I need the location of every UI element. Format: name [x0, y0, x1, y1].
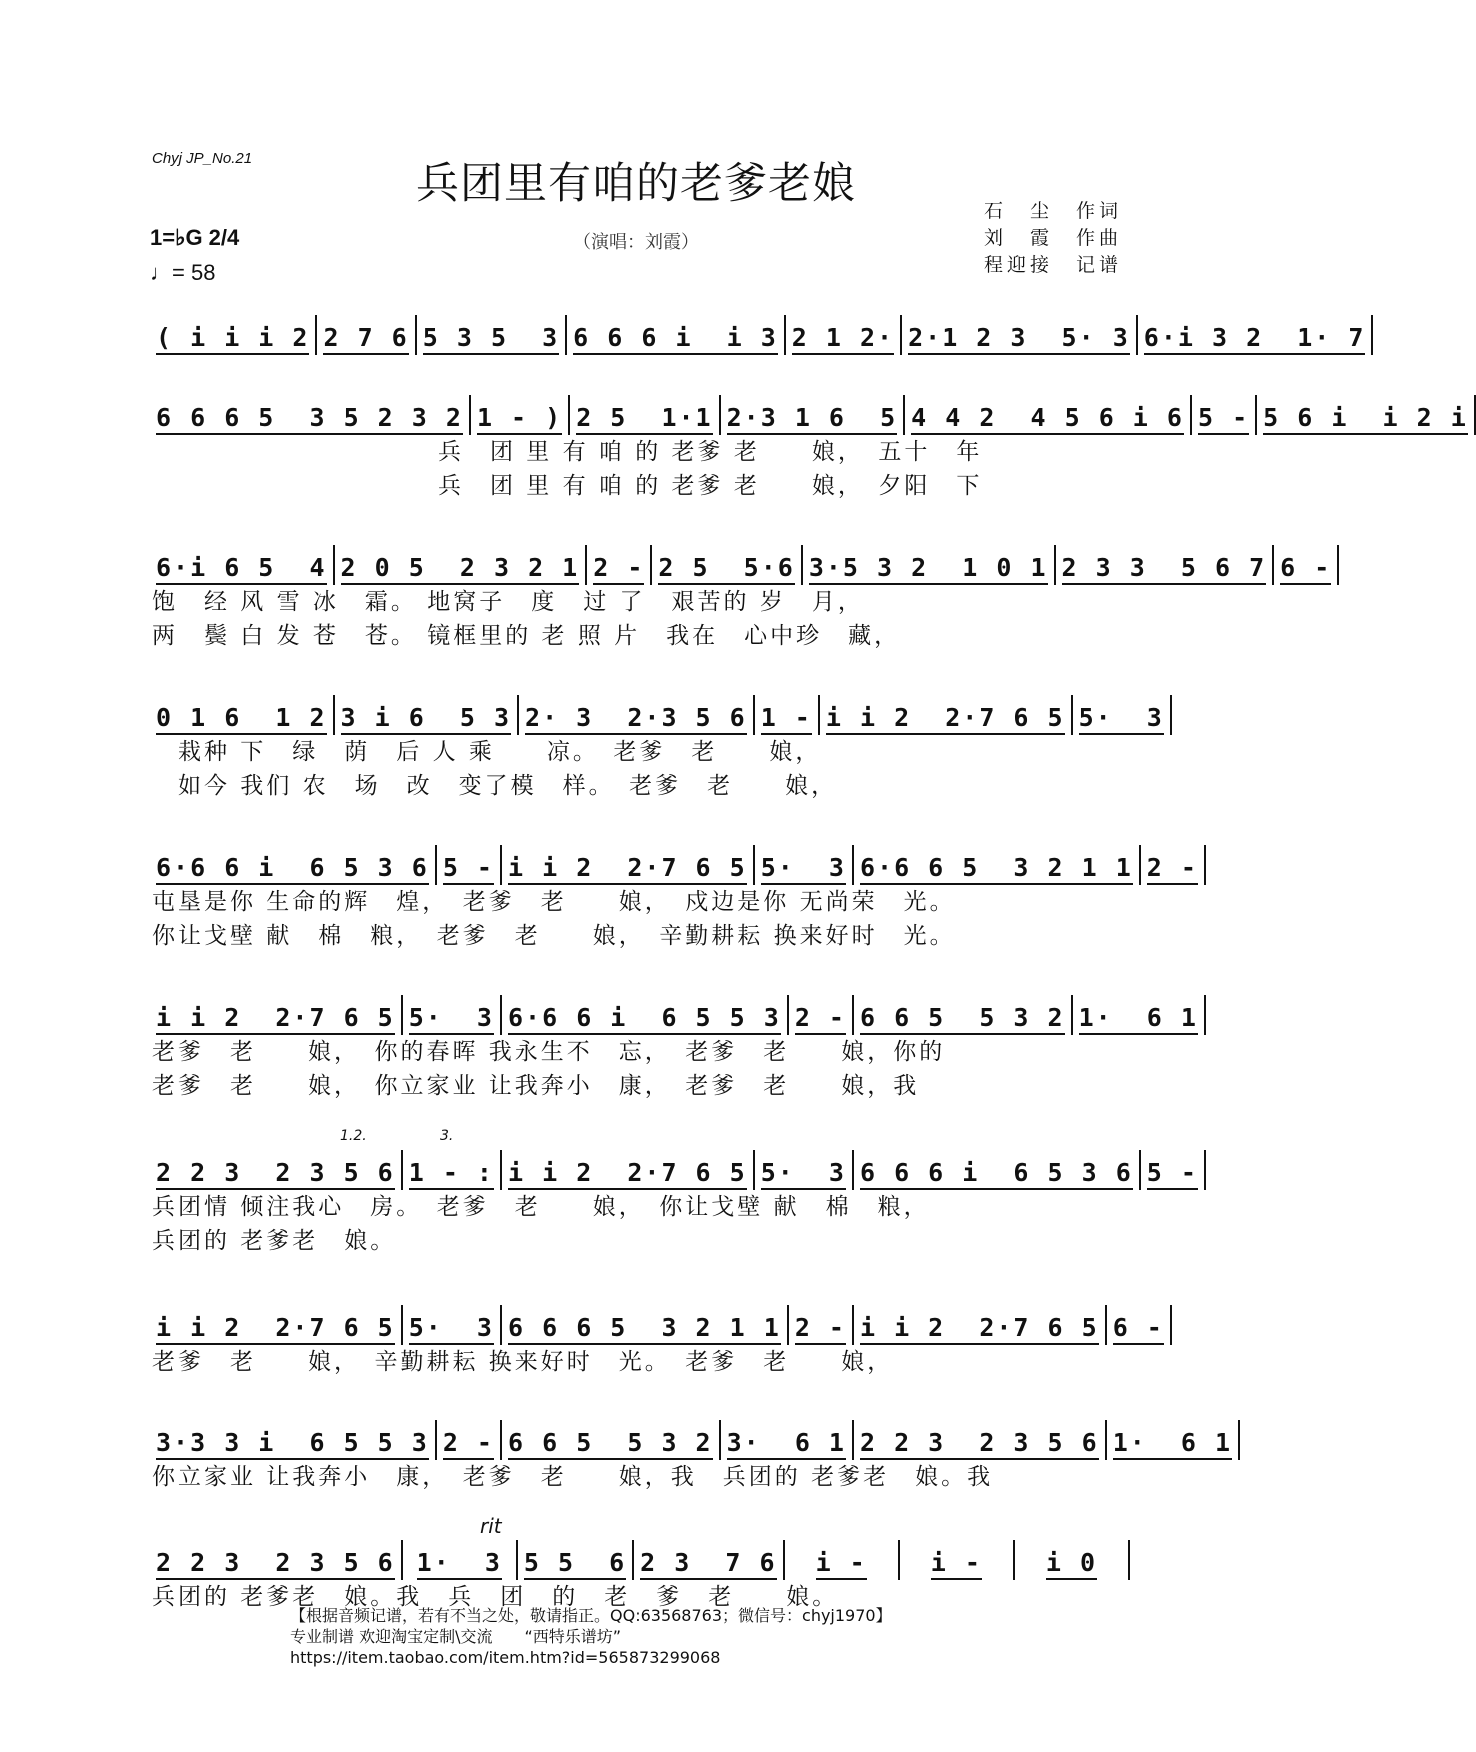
song-title: 兵团里有咱的老爹老娘 — [416, 159, 856, 209]
measure-notes: i i 2 2·7 6 5 — [508, 1158, 747, 1190]
lyric-line: 如今 我们 农 场 改 变了模 样。 老爹 老 娘， — [152, 773, 838, 799]
measure — [755, 847, 852, 885]
measure — [502, 1152, 753, 1190]
measure-notes: i - — [816, 1548, 867, 1580]
measure — [902, 317, 1136, 355]
score-system — [150, 545, 1332, 653]
measure — [417, 317, 565, 355]
measure-notes: 6 - — [1113, 1313, 1164, 1345]
measure — [789, 1307, 852, 1345]
measure-notes: 0 1 6 1 2 — [156, 703, 327, 735]
measure-notes: 6·6 6 i 6 5 5 3 — [508, 1003, 781, 1035]
measure-notes: 6 - — [1280, 553, 1331, 585]
measure — [1138, 317, 1372, 355]
measure — [721, 397, 904, 435]
measure-notes: 2 - — [593, 553, 644, 585]
barline — [1170, 695, 1172, 735]
measure-notes: 3·3 3 i 6 5 5 3 — [156, 1428, 429, 1460]
measure — [150, 997, 401, 1035]
score-system — [150, 315, 1366, 355]
measure — [905, 397, 1190, 435]
measure — [1015, 1542, 1128, 1580]
measure-notes: 3 i 6 5 3 — [341, 703, 512, 735]
measure — [1141, 847, 1204, 885]
ritardando-marking: rit — [480, 1514, 502, 1538]
measure — [437, 847, 500, 885]
melody-line — [150, 695, 1164, 735]
measure-notes: 6 6 6 5 3 2 1 1 — [508, 1313, 781, 1345]
measure — [786, 317, 900, 355]
lyric-line: 你让戈壁 献 棉 粮， 老爹 老 娘， 辛勤耕耘 换来好时 光。 — [152, 923, 956, 949]
measure — [518, 1542, 632, 1580]
melody-line — [150, 395, 1468, 435]
measure-notes: 6 6 5 5 3 2 — [508, 1428, 713, 1460]
melody-line — [150, 845, 1198, 885]
measure-notes: 2 3 3 5 6 7 — [1062, 553, 1267, 585]
lyric-line: 饱 经 风 雪 冰 霜。 地窝子 度 过 了 艰苦的 岁 月， — [152, 589, 864, 615]
lyric-line: 老爹 老 娘， 你的春晖 我永生不 忘， 老爹 老 娘，你的 — [152, 1039, 946, 1065]
measure — [335, 697, 518, 735]
measure-notes: 6·i 3 2 1· 7 — [1144, 323, 1366, 355]
measure-notes: 2 3 7 6 — [640, 1548, 776, 1580]
score-system — [150, 1514, 1130, 1614]
measure — [403, 1542, 516, 1580]
measure-notes: 1 - — [761, 703, 812, 735]
measure — [1257, 397, 1474, 435]
key-signature: 1=♭G 2/4 — [150, 225, 240, 250]
melody-line — [150, 1540, 1130, 1580]
measure-notes: 2 5 5·6 — [658, 553, 794, 585]
measure-notes: 5 3 5 3 — [423, 323, 559, 355]
measure — [150, 847, 435, 885]
measure — [502, 847, 753, 885]
measure — [900, 1542, 1013, 1580]
barline — [1170, 1305, 1172, 1345]
measure-notes: 5 6 i i 2 i — [1263, 403, 1468, 435]
barline — [1474, 395, 1476, 435]
measure — [1192, 397, 1255, 435]
measure — [150, 317, 315, 355]
measure — [519, 697, 753, 735]
measure — [502, 997, 787, 1035]
measure — [335, 547, 586, 585]
measure — [150, 547, 333, 585]
measure-notes: 1 - : — [409, 1158, 494, 1190]
measure — [854, 1152, 1139, 1190]
measure — [570, 397, 718, 435]
measure-notes: 2 7 6 — [323, 323, 408, 355]
footer-link[interactable]: https://item.taobao.com/item.htm?id=565873299068 — [290, 1648, 721, 1667]
measure-notes: 5· 3 — [761, 1158, 846, 1190]
lyric-line: 兵 团 里 有 咱 的 老爹 老 娘， 夕阳 下 — [152, 473, 983, 499]
measure — [854, 997, 1071, 1035]
measure-notes: 5· 3 — [761, 853, 846, 885]
measure-notes: 5 - — [443, 853, 494, 885]
measure — [789, 997, 852, 1035]
measure-notes: i i 2 2·7 6 5 — [860, 1313, 1099, 1345]
measure-notes: 1· 6 1 — [1079, 1003, 1198, 1035]
measure-notes: 4 4 2 4 5 6 i 6 — [911, 403, 1184, 435]
measure — [150, 397, 469, 435]
measure-notes: 2 2 3 2 3 5 6 — [156, 1548, 395, 1580]
measure-notes: 6 6 6 i i 3 — [573, 323, 778, 355]
measure — [755, 697, 818, 735]
credits-block — [984, 198, 1122, 279]
barline — [1371, 315, 1373, 355]
measure — [820, 697, 1071, 735]
measure — [854, 1422, 1105, 1460]
measure-notes: ( i i i 2 — [156, 323, 309, 355]
measure-notes: i i 2 2·7 6 5 — [156, 1313, 395, 1345]
measure-notes: 2 - — [795, 1313, 846, 1345]
measure — [317, 317, 414, 355]
measure-notes: i i 2 2·7 6 5 — [156, 1003, 395, 1035]
measure — [755, 1152, 852, 1190]
composer-credit: 刘 霞 作曲 — [983, 227, 1122, 249]
measure — [634, 1542, 782, 1580]
score-system — [150, 845, 1198, 953]
measure — [1073, 697, 1170, 735]
lyric-line: 你立家业 让我奔小 康， 老爹 老 娘，我 兵团的 老爹老 娘。我 — [152, 1464, 994, 1490]
lyric-line: 老爹 老 娘， 辛勤耕耘 换来好时 光。 老爹 老 娘， — [152, 1349, 894, 1375]
measure-notes: 2 2 3 2 3 5 6 — [156, 1158, 395, 1190]
measure — [721, 1422, 852, 1460]
melody-line — [150, 315, 1366, 355]
barline — [1337, 545, 1339, 585]
singer-credit: （演唱：刘霞） — [573, 232, 699, 253]
measure — [1274, 547, 1337, 585]
measure-notes: 2 - — [443, 1428, 494, 1460]
measure — [785, 1542, 898, 1580]
barline — [1204, 845, 1206, 885]
measure-notes: 5· 3 — [1079, 703, 1164, 735]
measure-notes: 2 2 3 2 3 5 6 — [860, 1428, 1099, 1460]
measure-notes: 2· 3 2·3 5 6 — [525, 703, 747, 735]
measure-notes: i i 2 2·7 6 5 — [826, 703, 1065, 735]
lyric-line: 兵团情 倾注我心 房。 老爹 老 娘， 你让戈壁 献 棉 粮， — [152, 1194, 930, 1220]
volta-second-ending: 3. — [440, 1128, 454, 1144]
barline — [1204, 995, 1206, 1035]
lyric-line: 栽种 下 绿 荫 后 人 乘 凉。 老爹 老 娘， — [152, 739, 822, 765]
measure — [587, 547, 650, 585]
measure-notes: 6·i 6 5 4 — [156, 553, 327, 585]
lyric-line: 兵团的 老爹老 娘。我 兵 团 的 老 爹 老 娘。 — [152, 1584, 839, 1610]
measure — [502, 1422, 719, 1460]
measure — [150, 1542, 401, 1580]
measure-notes: 1· 3 — [417, 1548, 502, 1580]
measure-notes: 3·5 3 2 1 0 1 — [809, 553, 1048, 585]
measure-notes: 6 6 6 i 6 5 3 6 — [860, 1158, 1133, 1190]
lyric-line: 屯垦是你 生命的辉 煌， 老爹 老 娘， 戍边是你 无尚荣 光。 — [152, 889, 956, 915]
measure — [471, 397, 568, 435]
volta-first-ending: 1.2. — [340, 1128, 367, 1144]
score-system — [150, 1420, 1233, 1494]
measure-notes: 5 5 6 — [524, 1548, 626, 1580]
measure — [403, 1307, 500, 1345]
melody-line — [150, 1420, 1233, 1460]
measure — [150, 1152, 401, 1190]
footer-note — [290, 1605, 892, 1668]
measure-notes: 5 - — [1147, 1158, 1198, 1190]
score-system — [150, 395, 1468, 503]
measure — [1056, 547, 1273, 585]
score-system — [150, 1128, 1198, 1258]
measure — [150, 1307, 401, 1345]
measure-notes: 2·1 2 3 5· 3 — [908, 323, 1130, 355]
measure-notes: 2 - — [795, 1003, 846, 1035]
measure-notes: 2 5 1·1 — [576, 403, 712, 435]
measure-notes: 2 - — [1147, 853, 1198, 885]
measure — [150, 697, 333, 735]
measure — [403, 1152, 500, 1190]
measure — [403, 997, 500, 1035]
measure — [652, 547, 800, 585]
measure — [854, 1307, 1105, 1345]
measure — [502, 1307, 787, 1345]
measure — [567, 317, 784, 355]
tempo-marking: ♩= 58 — [150, 260, 216, 285]
measure — [1107, 1307, 1170, 1345]
measure — [854, 847, 1139, 885]
lyric-line: 两 鬓 白 发 苍 苍。 镜框里的 老 照 片 我在 心中珍 藏， — [152, 623, 901, 649]
melody-line — [150, 545, 1332, 585]
score-code: Chyj JP_No.21 — [152, 150, 253, 167]
barline — [1238, 1420, 1240, 1460]
lyric-line: 兵团的 老爹老 娘。 — [152, 1228, 397, 1254]
score-system — [150, 695, 1164, 803]
melody-line — [150, 995, 1198, 1035]
score-system — [150, 1305, 1164, 1379]
measure — [1141, 1152, 1204, 1190]
footer-line-1: 【根据音频记谱，若有不当之处，敬请指正。QQ:63568763；微信号：chyj1970】 — [290, 1606, 892, 1625]
measure-notes: 6·6 6 i 6 5 3 6 — [156, 853, 429, 885]
lyric-line: 老爹 老 娘， 你立家业 让我奔小 康， 老爹 老 娘，我 — [152, 1073, 920, 1099]
measure-notes: 6 6 6 5 3 5 2 3 2 — [156, 403, 463, 435]
measure-notes: 2 0 5 2 3 2 1 — [341, 553, 580, 585]
measure-notes: 1 - ) — [477, 403, 562, 435]
barline — [1204, 1150, 1206, 1190]
measure — [1107, 1422, 1238, 1460]
lyricist-credit: 石 尘 作词 — [983, 200, 1122, 222]
measure-notes: 6 6 5 5 3 2 — [860, 1003, 1065, 1035]
measure-notes: 5· 3 — [409, 1003, 494, 1035]
measure-notes: 3· 6 1 — [727, 1428, 846, 1460]
lyric-line: 兵 团 里 有 咱 的 老爹 老 娘， 五十 年 — [152, 439, 983, 465]
measure-notes: 2 1 2· — [792, 323, 894, 355]
melody-line — [150, 1150, 1198, 1190]
measure-notes: 1· 6 1 — [1113, 1428, 1232, 1460]
barline — [1128, 1540, 1130, 1580]
measure-notes: 5· 3 — [409, 1313, 494, 1345]
melody-line — [150, 1305, 1164, 1345]
measure — [803, 547, 1054, 585]
measure-notes: i - — [931, 1548, 982, 1580]
measure — [150, 1422, 435, 1460]
measure — [437, 1422, 500, 1460]
footer-line-2: 专业制谱 欢迎淘宝定制\交流 “西特乐谱坊” — [290, 1627, 622, 1646]
measure-notes: 2·3 1 6 5 — [727, 403, 898, 435]
measure — [1073, 997, 1204, 1035]
transcriber-credit: 程迎接 记谱 — [983, 254, 1122, 276]
measure-notes: 6·6 6 5 3 2 1 1 — [860, 853, 1133, 885]
score-system — [150, 995, 1198, 1103]
measure-notes: 5 - — [1198, 403, 1249, 435]
measure-notes: i 0 — [1046, 1548, 1097, 1580]
measure-notes: i i 2 2·7 6 5 — [508, 853, 747, 885]
